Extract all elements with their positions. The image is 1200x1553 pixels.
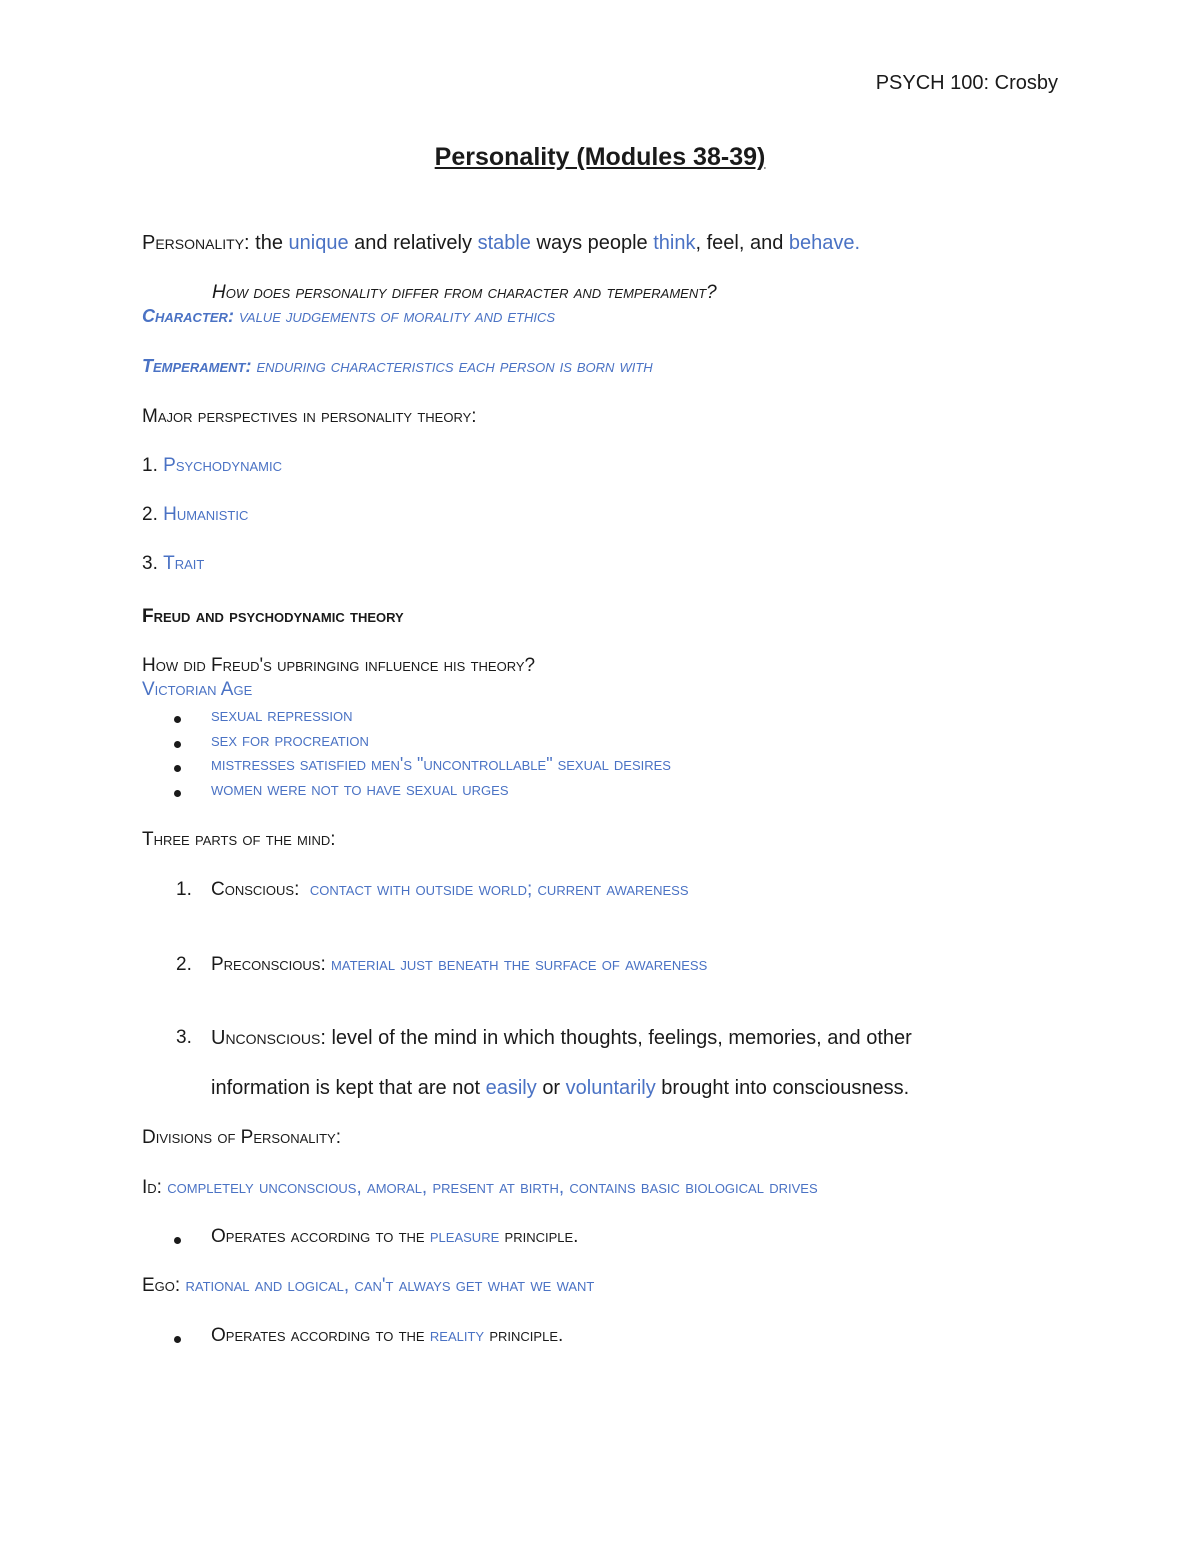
unconscious-item: [211, 1028, 912, 1048]
divisions-heading: Divisions of Personality:: [142, 1127, 341, 1148]
bullet-icon: [174, 711, 181, 731]
ego-line: [142, 1276, 594, 1295]
definition-text: and relatively: [354, 232, 472, 254]
question-personality-vs-character: How does personality differ from character and temperament?: [212, 282, 717, 303]
reality-keyword: reality: [429, 1325, 485, 1346]
definition-keyword: stable: [477, 232, 531, 254]
list-number: 1.: [176, 879, 192, 900]
unconscious-text: level of the mind in which thoughts, feelings, memories, and other: [331, 1027, 912, 1049]
unconscious-keyword: voluntarily: [565, 1077, 656, 1099]
character-label: Character:: [142, 306, 234, 326]
principle-text: principle.: [504, 1226, 579, 1247]
unconscious-keyword: easily: [485, 1077, 537, 1099]
perspective-number: 3.: [142, 553, 158, 574]
perspective-item: [142, 554, 204, 573]
definition-text: , feel, and: [695, 232, 784, 254]
perspective-label: Trait: [163, 553, 205, 574]
id-principle: [211, 1227, 578, 1246]
conscious-text: contact with outside world; current awareness: [309, 879, 689, 900]
freud-section-heading: Freud and psychodynamic theory: [142, 606, 404, 627]
ego-text: rational and logical, can't always get what we want: [185, 1275, 595, 1296]
preconscious-text: material just beneath the surface of awareness: [331, 954, 708, 975]
bullet-icon: [174, 736, 181, 756]
definition-text: ways people: [536, 232, 648, 254]
bullet-icon: [174, 785, 181, 805]
list-number: 2.: [176, 954, 192, 975]
page-title: Personality (Modules 38-39): [434, 143, 766, 171]
definition-period: .: [854, 232, 861, 254]
victorian-bullet: sex for procreation: [211, 730, 369, 750]
perspective-item: [142, 456, 282, 475]
ego-label: Ego:: [142, 1275, 181, 1296]
conscious-label: Conscious:: [211, 879, 300, 900]
personality-definition: [142, 233, 860, 253]
definition-keyword: think: [653, 232, 696, 254]
temperament-line: [142, 357, 653, 375]
definition-keyword: behave: [788, 232, 855, 254]
definition-term: Personality: [142, 232, 245, 254]
perspective-number: 2.: [142, 504, 158, 525]
unconscious-text: brought into consciousness.: [661, 1077, 910, 1099]
perspective-item: [142, 505, 248, 524]
preconscious-label: Preconscious:: [211, 954, 326, 975]
ego-principle: [211, 1326, 563, 1345]
definition-colon: :: [244, 232, 250, 254]
victorian-bullet: sexual repression: [211, 705, 353, 725]
principle-text: principle.: [489, 1325, 564, 1346]
victorian-bullet: mistresses satisfied men's "uncontrollable" sexual desires: [211, 754, 671, 774]
perspectives-heading: Major perspectives in personality theory:: [142, 406, 477, 427]
perspective-number: 1.: [142, 455, 158, 476]
definition-keyword: unique: [288, 232, 349, 254]
unconscious-text: or: [542, 1077, 561, 1099]
principle-text: Operates according to the: [211, 1325, 425, 1346]
pleasure-keyword: pleasure: [429, 1226, 500, 1247]
preconscious-item: [211, 955, 707, 974]
id-text: completely unconscious, amoral, present at birth, contains basic biological drives: [167, 1177, 818, 1198]
character-text: value judgements of morality and ethics: [238, 306, 556, 326]
unconscious-text: information is kept that are not: [211, 1077, 481, 1099]
definition-text: the: [255, 232, 283, 254]
perspective-label: Psychodynamic: [163, 455, 282, 476]
victorian-bullet: women were not to have sexual urges: [211, 779, 509, 799]
conscious-item: [211, 880, 689, 899]
id-line: [142, 1178, 818, 1197]
temperament-text: enduring characteristics each person is born with: [256, 356, 653, 376]
bullet-icon: [174, 760, 181, 780]
unconscious-label: Unconscious:: [211, 1027, 326, 1049]
unconscious-continued: [211, 1078, 909, 1098]
freud-question: How did Freud's upbringing influence his theory?: [142, 655, 536, 676]
bullet-icon: [174, 1331, 181, 1351]
mind-heading: Three parts of the mind:: [142, 829, 336, 850]
bullet-icon: [174, 1232, 181, 1252]
character-line: [142, 307, 555, 325]
perspective-label: Humanistic: [163, 504, 249, 525]
list-number: 3.: [176, 1027, 192, 1048]
principle-text: Operates according to the: [211, 1226, 425, 1247]
id-label: Id:: [142, 1177, 162, 1198]
temperament-label: Temperament:: [142, 356, 252, 376]
victorian-age: Victorian Age: [142, 679, 253, 700]
course-header: PSYCH 100: Crosby: [875, 72, 1058, 94]
